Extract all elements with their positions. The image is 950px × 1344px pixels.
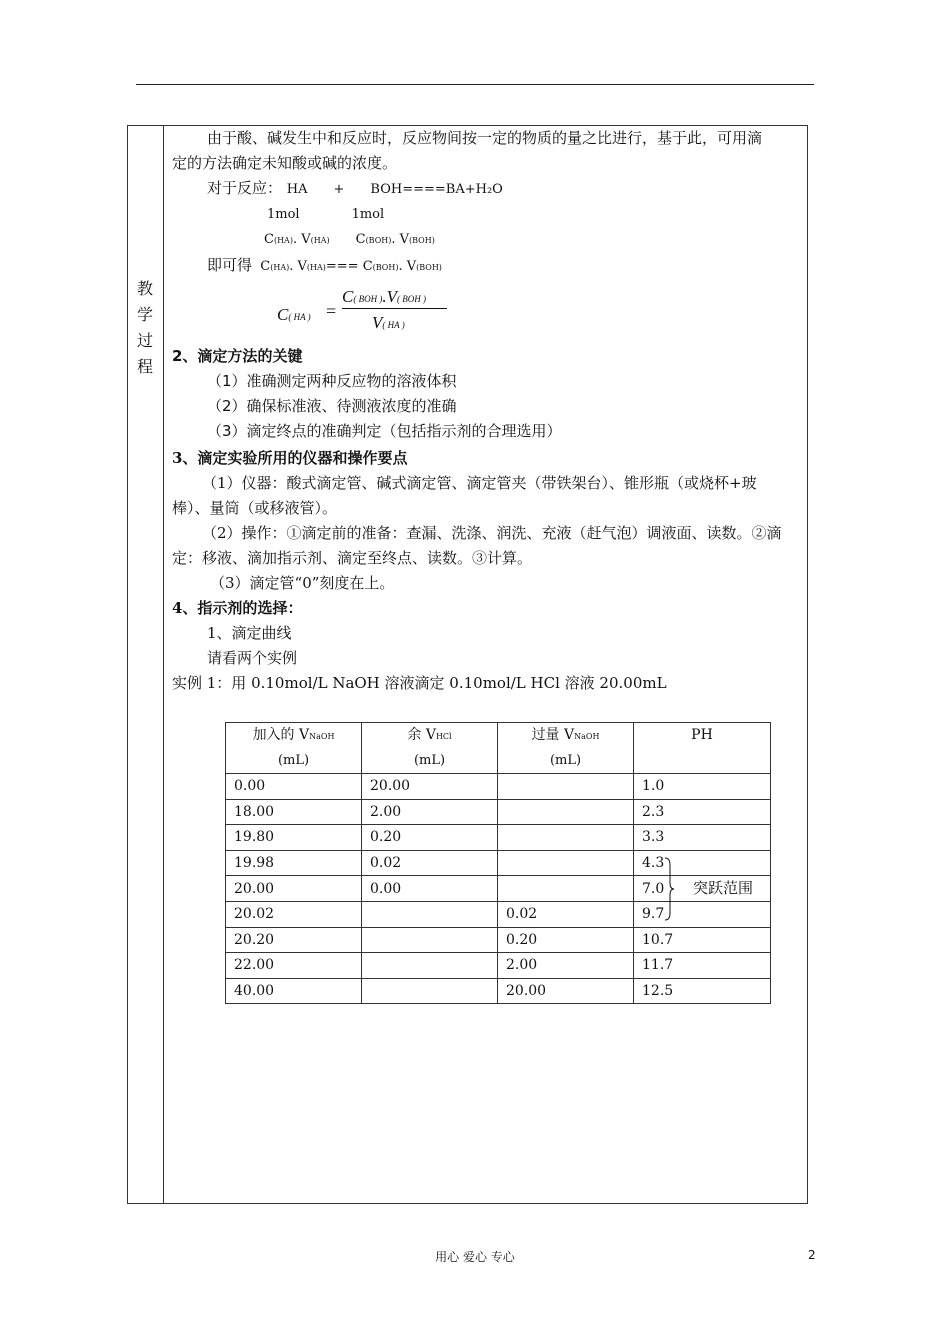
section4-heading: 4、指示剂的选择： xyxy=(172,599,303,617)
header-remaining-hcl: 余 VHCl (mL) xyxy=(362,723,498,774)
table-row: 0.00 20.00 1.0 xyxy=(226,774,771,800)
section2-heading: 2、滴定方法的关键 xyxy=(172,347,303,365)
jump-range-label: 突跃范围 xyxy=(693,879,754,897)
table-row: 20.02 0.02 9.7 xyxy=(226,901,771,927)
lesson-content xyxy=(172,126,802,696)
side-label-char: 学 xyxy=(136,305,153,324)
titration-table xyxy=(225,722,771,1004)
mol-row: 1mol 1mol xyxy=(267,207,385,222)
operation-line-1: （2）操作：①滴定前的准备：查漏、洗涤、润洗、充液（赶气泡）调液面、读数。②滴 xyxy=(202,524,782,542)
table-row: 22.00 2.00 11.7 xyxy=(226,953,771,979)
side-label-teaching-process xyxy=(134,276,156,380)
examples-label: 请看两个实例 xyxy=(207,649,298,667)
section2-item: （2）确保标准液、待测液浓度的准确 xyxy=(207,397,457,415)
side-label-char: 过 xyxy=(136,331,153,350)
section2-item: （3）滴定终点的准确判定（包括指示剂的合理选用） xyxy=(207,422,562,440)
intro-line-2: 定的方法确定未知酸或碱的浓度。 xyxy=(172,154,398,172)
titration-curve-label: 1、滴定曲线 xyxy=(207,624,292,642)
concentration-formula xyxy=(172,286,802,342)
table-row: 19.80 0.20 3.3 xyxy=(226,825,771,851)
derive-row: 即可得 C(HA). V(HA)=== C(BOH). V(BOH) xyxy=(207,256,442,274)
header-excess-naoh: 过量 VNaOH (mL) xyxy=(498,723,634,774)
side-label-char: 教 xyxy=(136,279,153,298)
reaction-label: 对于反应： xyxy=(207,179,283,197)
instruments-line-1: （1）仪器：酸式滴定管、碱式滴定管、滴定管夹（带铁架台）、锥形瓶（或烧杯+玻 xyxy=(202,474,757,492)
header-added-naoh: 加入的 VNaOH (mL) xyxy=(226,723,362,774)
formula-numerator: C( BOH ).V( BOH ) xyxy=(342,287,426,306)
operation-line-2: 定：移液、滴加指示剂、滴定至终点、读数。③计算。 xyxy=(172,549,533,567)
formula-lhs: C( HA ) xyxy=(277,305,311,324)
example-1-text: 实例 1：用 0.10mol/L NaOH 溶液滴定 0.10mol/L HCl 溶液 20.00mL xyxy=(172,674,667,692)
instruments-line-2: 棒）、量筒（或移液管）。 xyxy=(172,499,338,517)
footer-slogan: 用心 爱心 专心 xyxy=(435,1250,515,1264)
formula-equals: = xyxy=(326,301,337,321)
fraction-bar xyxy=(342,308,447,309)
table-header-row xyxy=(226,723,771,774)
header-rule xyxy=(136,84,814,85)
table-row: 19.98 0.02 4.3 xyxy=(226,850,771,876)
formula-denominator: V( HA ) xyxy=(372,313,405,332)
page-number: 2 xyxy=(808,1248,816,1262)
jump-range-brace xyxy=(664,857,674,921)
cv-row: C(HA). V(HA) C(BOH). V(BOH) xyxy=(264,232,435,247)
table-row: 20.20 0.20 10.7 xyxy=(226,927,771,953)
table-row: 20.00 0.00 7.0 xyxy=(226,876,771,902)
table-row: 40.00 20.00 12.5 xyxy=(226,978,771,1004)
section2-item: （1）准确测定两种反应物的溶液体积 xyxy=(207,372,457,390)
table-row: 18.00 2.00 2.3 xyxy=(226,799,771,825)
section3-heading: 3、滴定实验所用的仪器和操作要点 xyxy=(172,449,408,467)
zero-mark-line: （3）滴定管“0”刻度在上。 xyxy=(210,574,395,592)
header-ph: PH xyxy=(634,723,771,774)
reaction-line xyxy=(172,176,802,202)
intro-line-1: 由于酸、碱发生中和反应时，反应物间按一定的物质的量之比进行，基于此，可用滴 xyxy=(207,129,763,147)
reaction-equation: HA + BOH====BA+H₂O xyxy=(286,182,503,197)
frame-divider xyxy=(163,125,164,1204)
side-label-char: 程 xyxy=(136,357,153,376)
